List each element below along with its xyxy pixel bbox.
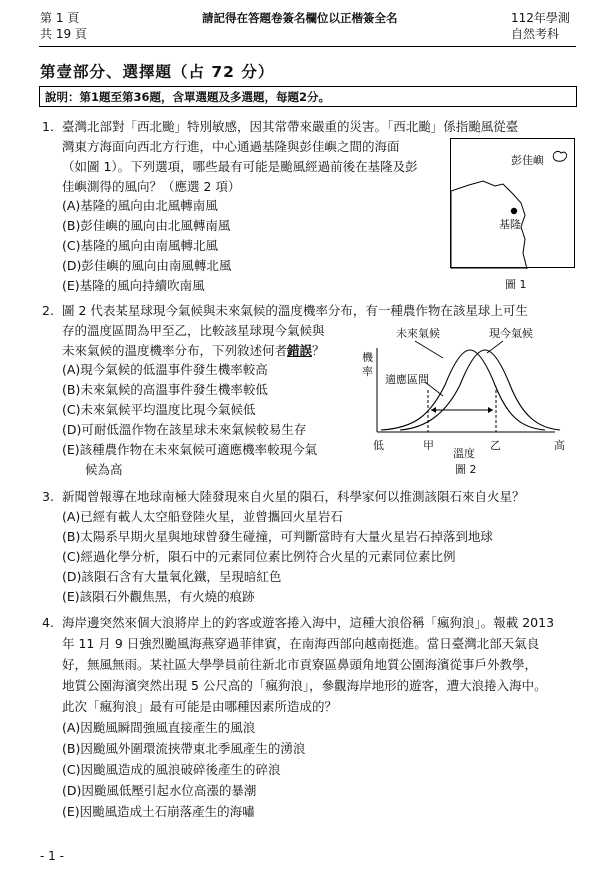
total-pages-label: 共 19 頁: [40, 27, 87, 41]
emphasis-wrong: 錯誤: [287, 343, 313, 358]
future-label-pointer: [415, 341, 443, 358]
present-label-pointer: [487, 341, 503, 353]
signature-reminder: 請記得在答題卷簽名欄位以正楷簽全名: [202, 11, 398, 25]
keelung-label: 基隆: [499, 218, 521, 231]
future-climate-curve: [381, 350, 545, 430]
question-text-line: 海岸邊突然來個大浪將岸上的釣客或遊客捲入海中，這種大浪俗稱「瘋狗浪」。報載 2013: [62, 615, 555, 630]
option-c[interactable]: (C)經過化學分析，隕石中的元素同位素比例符合火星的元素同位素比例: [62, 549, 456, 564]
x-axis-label: 溫度: [453, 447, 475, 460]
question-text-line: 新聞曾報導在地球南極大陸發現來自火星的隕石，科學家何以推測該隕石來自火星？: [62, 489, 525, 504]
question-text-line: （如圖 1）。下列選項，哪些最有可能是颱風經過前後在基隆及彭: [62, 159, 418, 174]
question-text-line: 年 11 月 9 日強烈颱風海燕穿過菲律賓，在南海西部向越南挺進。當日臺灣北部天氣良: [62, 636, 540, 651]
option-a[interactable]: (A)基隆的風向由北風轉南風: [62, 198, 218, 213]
option-b[interactable]: (B)未來氣候的高溫事件發生機率較低: [62, 382, 268, 397]
option-a[interactable]: (A)現今氣候的低溫事件發生機率較高: [62, 362, 268, 377]
future-climate-label: 未來氣候: [396, 327, 440, 340]
question-text-line: 地質公園海濱突然出現 5 公尺高的「瘋狗浪」，參觀海岸地形的遊客，遭大浪捲入海中。: [62, 678, 547, 693]
option-b[interactable]: (B)因颱風外圍環流挾帶東北季風產生的湧浪: [62, 741, 306, 756]
arrow-left-head: [431, 407, 436, 413]
option-a[interactable]: (A)因颱風瞬間強風直接產生的風浪: [62, 720, 256, 735]
option-e[interactable]: (E)該種農作物在未來氣候可適應機率較現今氣: [62, 442, 318, 457]
option-b[interactable]: (B)彭佳嶼的風向由北風轉南風: [62, 218, 231, 233]
question-number: 4.: [42, 615, 54, 630]
x-tick-jia: 甲: [423, 439, 434, 452]
keelung-marker: [511, 208, 517, 214]
option-d[interactable]: (D)因颱風低壓引起水位高漲的暴潮: [62, 783, 257, 798]
question-text-line: [62, 340, 325, 361]
figure-1-caption: 圖 1: [505, 278, 527, 291]
header-divider: [39, 46, 576, 47]
question-text-line: 存的溫度區間為甲至乙，比較該星球現今氣候與: [62, 323, 325, 338]
option-e-continued: 候為高: [85, 462, 123, 477]
pengjia-islet-shape: [553, 151, 566, 161]
present-climate-curve: [400, 350, 560, 430]
option-a[interactable]: (A)已經有載人太空船登陸火星，並曾攜回火星岩石: [62, 509, 343, 524]
question-text-line: 此次「瘋狗浪」最有可能是由哪種因素所造成的？: [62, 699, 338, 714]
question-text-line: 灣東方海面向西北方行進，中心通過基隆與彭佳嶼之間的海面: [62, 139, 400, 154]
y-axis-label-2: 率: [362, 365, 373, 378]
option-e[interactable]: (E)因颱風造成土石崩落產生的海嘯: [62, 804, 255, 819]
question-text: 未來氣候的溫度機率分布，下列敘述何者: [62, 343, 288, 358]
question-number: 2.: [42, 303, 54, 318]
question-text-line: 圖 2 代表某星球現今氣候與未來氣候的溫度機率分布，有一種農作物在該星球上可生: [62, 303, 528, 318]
exam-title: 112年學測: [511, 11, 570, 25]
arrow-right-head: [488, 407, 493, 413]
present-climate-label: 現今氣候: [489, 327, 533, 340]
question-number: 3.: [42, 489, 54, 504]
option-b[interactable]: (B)太陽系早期火星與地球曾發生碰撞，可判斷當時有大量火星岩石掉落到地球: [62, 529, 493, 544]
option-c[interactable]: (C)未來氣候平均溫度比現今氣候低: [62, 402, 256, 417]
question-text-line: 好，無風無雨。某社區大學學員前往新北市貢寮區鼻頭角地質公園海濱從事戶外教學，: [62, 657, 538, 672]
x-axis-high: 高: [554, 439, 565, 452]
page-label: 第 1 頁: [40, 11, 80, 25]
option-c[interactable]: (C)因颱風造成的風浪破碎後產生的碎浪: [62, 762, 281, 777]
question-mark: ？: [312, 343, 325, 358]
option-c[interactable]: (C)基隆的風向由南風轉北風: [62, 238, 218, 253]
question-text-line: 佳嶼測得的風向？（應選 2 項）: [62, 179, 241, 194]
option-d[interactable]: (D)該隕石含有大量氧化鐵，呈現暗紅色: [62, 569, 282, 584]
question-number: 1.: [42, 119, 54, 134]
x-tick-yi: 乙: [490, 439, 501, 452]
instructions-box: [39, 86, 577, 107]
y-axis-label-1: 機: [362, 351, 373, 364]
page-footer-number: - 1 -: [40, 849, 64, 863]
figure-2-caption: 圖 2: [455, 463, 477, 476]
x-axis-low: 低: [373, 439, 384, 452]
question-text-line: 臺灣北部對「西北颱」特別敏感，因其常帶來嚴重的災害。「西北颱」係指颱風從臺: [62, 119, 519, 134]
interval-label: 適應區間: [385, 373, 429, 386]
instructions-text: 說明：第1題至第36題，含單選題及多選題，每題2分。: [45, 90, 331, 104]
section-title: 第壹部分、選擇題（占 72 分）: [40, 63, 275, 81]
option-d[interactable]: (D)彭佳嶼的風向由南風轉北風: [62, 258, 232, 273]
option-d[interactable]: (D)可耐低溫作物在該星球未來氣候較易生存: [62, 422, 307, 437]
option-e[interactable]: (E)基隆的風向持續吹南風: [62, 278, 205, 293]
subject-label: 自然考科: [511, 27, 560, 41]
figure-1-map: [450, 138, 575, 268]
option-e[interactable]: (E)該隕石外觀焦黑，有火燒的痕跡: [62, 589, 255, 604]
pengjia-label: 彭佳嶼: [511, 154, 544, 167]
